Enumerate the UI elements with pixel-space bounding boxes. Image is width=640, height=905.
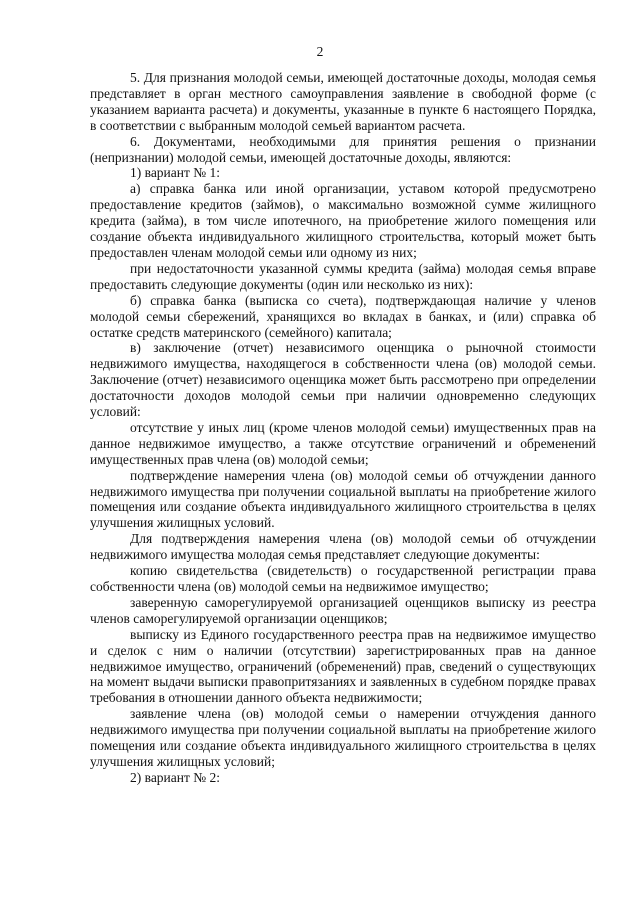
variant-2-heading: 2) вариант № 2: (130, 769, 221, 785)
paragraph-5: 5. Для признания молодой семьи, имеющей достаточные доходы, молодая семья представляет в орган местного самоуправления заявление в свободной форме (с указанием варианта расчета) и документы, указанные в пункте 6 настоящего Порядка, в соответствии с выбранным молодой семьей вариантом расчета. (90, 70, 596, 133)
variant-1-heading: 1) вариант № 1: (130, 165, 221, 181)
paragraph-6: 6. Документами, необходимыми для принятия решения о признании (непризнании) молодой семьи, имеющей достаточные доходы, являются: (90, 133, 596, 165)
condition-2: подтверждение намерения члена (ов) молодой семьи об отчуждении данного недвижимого имущества при получении социальной выплаты на приобретение жилого помещения или создание объекта индивидуального жилищного строительства в целях улучшения жилищных условий. (90, 467, 596, 531)
document-certificate: копию свидетельства (свидетельств) о государственной регистрации права собственности члена (ов) молодой семьи на недвижимое имущество; (90, 563, 596, 594)
item-a-note: при недостаточности указанной суммы кредита (займа) молодая семья вправе предоставить следующие документы (один или несколько из них): (90, 260, 596, 292)
document-body (90, 70, 596, 786)
condition-1: отсутствие у иных лиц (кроме членов молодой семьи) имущественных прав на данное недвижимое имущество, а также отсутствие ограничений и обременений имущественных прав члена (ов) молодой семьи; (90, 419, 596, 467)
document-registry-extract: выписку из Единого государственного реестра прав на недвижимое имущество и сделок с ним о наличии (отсутствии) зарегистрированных прав на данное недвижимое имущество, ограничений (обременений) прав, сведений о существующих на момент выдачи выписки правопритязаниях и заявленных в судебном порядке правах требования в отношении данного объекта недвижимости; (90, 626, 596, 706)
documents-intro: Для подтверждения намерения члена (ов) молодой семьи об отчуждении недвижимого имущества молодая семья представляет следующие документы: (90, 531, 596, 563)
item-b: б) справка банка (выписка со счета), подтверждающая наличие у членов молодой семьи сбережений, хранящихся во вкладах в банках, и (или) справка об остатке средств материнского (семейного) капитала; (90, 292, 596, 340)
item-a: а) справка банка или иной организации, уставом которой предусмотрено предоставление кредитов (займов), о максимально возможной сумме жилищного кредита (займа), в том числе ипотечного, на приобретение жилого помещения или создание объекта индивидуального жилищного строительства, который может быть предоставлен членам молодой семьи или одному из них; (90, 181, 596, 260)
page-number: 2 (316, 44, 324, 59)
item-v: в) заключение (отчет) независимого оценщика о рыночной стоимости недвижимого имущества, находящегося в собственности члена (ов) молодой семьи. Заключение (отчет) независимого оценщика может быть рассмотрено при определении достаточности доходов молодой семьи при наличии одновременно следующих условий: (90, 340, 596, 420)
document-statement: заявление члена (ов) молодой семьи о намерении отчуждения данного недвижимого имущества при получении социальной выплаты на приобретение жилого помещения или создание объекта индивидуального жилищного строительства в целях улучшения жилищных условий; (90, 706, 596, 769)
document-appraiser-extract: заверенную саморегулируемой организацией оценщиков выписку из реестра членов саморегулируемой организации оценщиков; (90, 594, 596, 626)
